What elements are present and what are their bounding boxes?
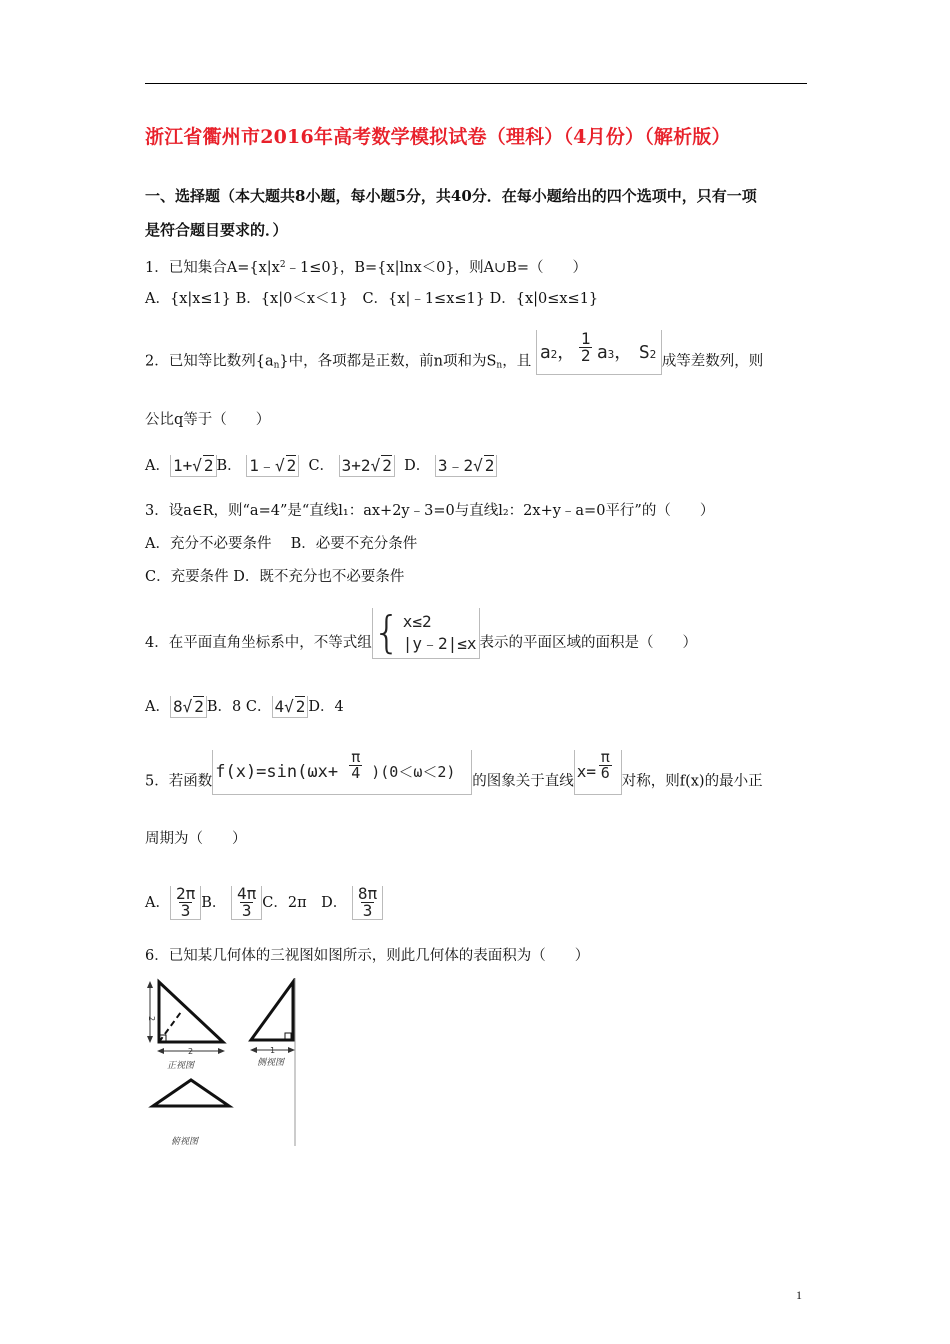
q2-text-a: 2．已知等比数列{a [145, 353, 274, 370]
q5-opt-b-label: B． [201, 895, 227, 911]
three-view-drawing [145, 978, 297, 1148]
side-view-label: 侧视图 [257, 1058, 285, 1068]
front-view-hidden-edge [159, 1012, 181, 1042]
q2-opt-c-label: C． [308, 458, 335, 474]
top-view-triangle [153, 1080, 229, 1106]
three-view-figure [145, 978, 297, 1148]
q5-axis-formula [574, 750, 622, 795]
question-5-line2: 周期为（ ） [145, 831, 247, 847]
q2-opt-d-formula: 3﹣2√ 2 [435, 455, 498, 477]
q5-pi-over-6 [599, 750, 612, 781]
question-5-options [145, 886, 383, 920]
q4-inequality-system [372, 608, 480, 659]
q2-opt-c-val: 3+2 [341, 456, 371, 475]
q4-text-b: 表示的平面区域的面积是（ ） [479, 635, 698, 651]
header-rule [145, 83, 807, 84]
q5-opt-d-den: 3 [362, 901, 373, 920]
question-5-stem [145, 748, 763, 797]
q5-opt-d-num: 8π [357, 884, 378, 903]
question-6-stem: 6．已知某几何体的三视图如图所示，则此几何体的表面积为（ ） [145, 948, 590, 964]
question-4-options [145, 696, 344, 718]
q5-opt-a-den: 3 [180, 901, 191, 920]
q5-f-x: x= [576, 762, 596, 781]
q4-opt-bc-label: B．8 C． [206, 699, 272, 715]
height-arrow-bottom [147, 1036, 153, 1043]
question-1-stem [145, 255, 587, 278]
question-2-line2: 公比q等于（ ） [145, 412, 271, 428]
q5-function-formula [212, 750, 472, 795]
q2-opt-b-label: B． [216, 458, 242, 474]
q2-f-s2-sub: 2 [649, 348, 657, 361]
q5-f-left: f(x)=sin(ωx+ [215, 762, 339, 782]
question-1-options: A．{x|x≤1} B．{x|0＜x＜1} C．{x|﹣1≤x≤1} D．{x|0≤x≤1} [145, 291, 599, 307]
q2-opt-a-label: A． [145, 458, 170, 474]
q2-f-a3-sub: 3 [607, 348, 615, 361]
q2-text-d: 成等差数列，则 [661, 353, 764, 370]
q5-f-four: 4 [351, 764, 361, 782]
q2-sub: n [273, 360, 280, 371]
q4-text-a: 4．在平面直角坐标系中，不等式组 [145, 635, 372, 651]
q2-f-a2-sub: 2 [550, 348, 558, 361]
q2-opt-b-val: 1﹣ [249, 456, 275, 475]
q2-opt-c-formula: 3+2√ 2 [339, 455, 395, 477]
q2-opt-d-val: 3﹣2 [437, 456, 474, 475]
q4-sys-line1: x≤2 [402, 612, 432, 631]
q5-f-pi: π [351, 748, 361, 766]
q1-text-a: 1．已知集合A={x|x [145, 260, 280, 276]
q5-f-right: )(0＜ω＜2) [371, 763, 456, 781]
question-4-stem [145, 607, 698, 661]
q4-opt-a-rad: 2 [194, 697, 204, 716]
question-2-options [145, 455, 497, 477]
q2-formula-box [536, 330, 662, 375]
q2-f-a3: a [596, 342, 608, 363]
q2-f-a2: a [539, 342, 551, 363]
front-view-label: 正视图 [167, 1061, 195, 1071]
document-title: 浙江省衢州市2016年高考数学模拟试卷（理科）（4月份）（解析版） [145, 126, 731, 148]
side-arrow-right [288, 1047, 295, 1053]
q5-text-b: 的图象关于直线 [472, 773, 574, 790]
front-view-triangle [159, 982, 223, 1042]
q2-opt-b-formula: 1﹣√ 2 [246, 455, 299, 477]
question-3-stem: 3．设a∈R，则“a=4”是“直线l₁：ax+2y﹣3=0与直线l₂：2x+y﹣a=0平行”的（ ） [145, 503, 715, 519]
q2-text-b: }中，各项都是正数，前n项和为S [279, 353, 497, 370]
section-heading-line1: 一、选择题（本大题共8小题，每小题5分，共40分．在每小题给出的四个选项中，只有一项 [145, 187, 757, 205]
q2-opt-b-rad: 2 [286, 456, 297, 475]
side-view-triangle [251, 982, 293, 1040]
q2-opt-d-rad: 2 [484, 456, 495, 475]
q4-opt-a-formula: 8√ 2 [170, 696, 207, 718]
q5-opt-b-den: 3 [241, 901, 252, 920]
side-view-right-angle [285, 1033, 291, 1039]
q4-opt-c-val: 4 [274, 697, 285, 716]
q2-f-sep: ， [557, 342, 576, 363]
q2-opt-a-val: 1+ [172, 456, 193, 475]
q2-f-sep2: ， [614, 342, 633, 363]
side-dimension-label: 1 [270, 1046, 276, 1055]
q5-opt-a-num: 2π [175, 884, 196, 903]
q4-opt-c-formula: 4√ 2 [272, 696, 309, 718]
height-arrow-top [147, 981, 153, 988]
question-2-stem [145, 329, 764, 377]
q4-opt-a-label: A． [145, 699, 170, 715]
q5-opt-b-frac [231, 886, 262, 920]
section-heading-line2: 是符合题目要求的．） [145, 221, 288, 239]
q1-text-b: ﹣1≤0}，B={x|lnx＜0}，则A∪B=（ ） [285, 260, 587, 276]
q2-half-num: 1 [580, 329, 591, 348]
width-arrow-right [218, 1048, 225, 1054]
q1-sup: 2 [279, 260, 286, 270]
width-dimension-label: 2 [188, 1047, 194, 1056]
width-arrow-left [157, 1048, 164, 1054]
q2-opt-a-rad: 2 [203, 456, 214, 475]
top-view-label: 俯视图 [171, 1137, 199, 1147]
side-arrow-left [250, 1047, 257, 1053]
q2-sub2: n [496, 360, 503, 371]
q2-half-den: 2 [580, 346, 591, 365]
q4-sys-line2: |y﹣2|≤x [402, 634, 477, 653]
q5-text-c: 对称，则f(x)的最小正 [621, 773, 763, 790]
q2-opt-d-label: D． [404, 458, 431, 474]
q2-half-frac [579, 331, 593, 364]
q2-opt-a-formula: 1+√ 2 [170, 455, 217, 477]
q5-opt-d-frac [352, 886, 383, 920]
q5-text-a: 5．若函数 [145, 773, 213, 790]
height-dimension-label: 2 [147, 1016, 156, 1022]
question-3-options-cd: C．充要条件 D．既不充分也不必要条件 [145, 569, 405, 585]
q2-text-c: ，且 [502, 353, 532, 370]
question-3-options-ab: A．充分不必要条件 B．必要不充分条件 [145, 536, 418, 552]
q4-brace: { [372, 607, 401, 658]
q4-opt-a-val: 8 [172, 697, 183, 716]
q5-opt-a-frac [170, 886, 201, 920]
q5-f-six: 6 [600, 764, 610, 782]
q4-opt-d-label: D．4 [308, 699, 344, 715]
q4-opt-c-rad: 2 [295, 697, 306, 716]
q2-f-s2: S [638, 342, 650, 363]
q5-pi-over-4 [349, 750, 362, 781]
q5-f-pi2: π [600, 748, 610, 766]
page-number: 1 [796, 1288, 802, 1302]
q2-opt-c-rad: 2 [382, 456, 392, 475]
q5-opt-c-label: C．2π D． [262, 895, 348, 911]
q5-opt-b-num: 4π [237, 884, 257, 903]
q5-opt-a-label: A． [145, 895, 170, 911]
